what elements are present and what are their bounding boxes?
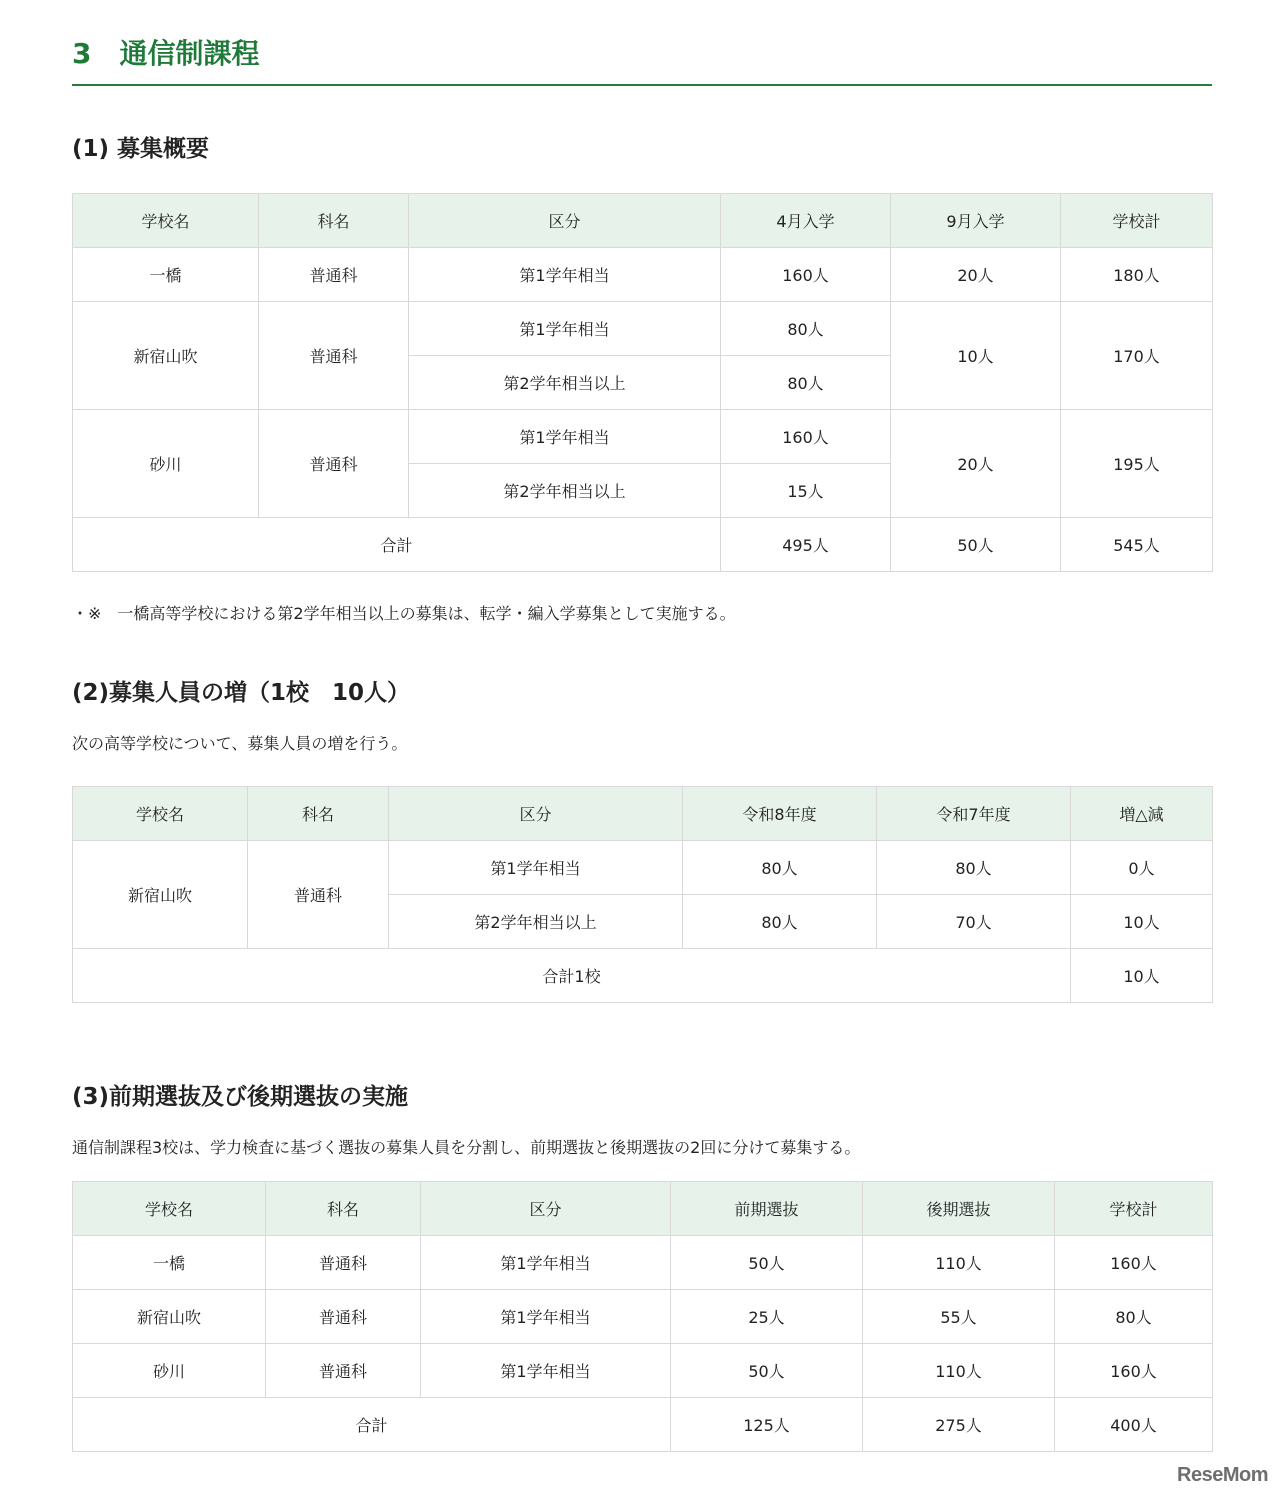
header-division: 区分 xyxy=(409,194,721,248)
cell-division: 第1学年相当 xyxy=(421,1236,671,1290)
cell-september: 10人 xyxy=(891,302,1061,410)
section-title: 3 通信制課程 xyxy=(72,33,1212,86)
cell-late: 55人 xyxy=(863,1290,1055,1344)
cell-r8: 80人 xyxy=(683,895,877,949)
cell-division: 第1学年相当 xyxy=(409,302,721,356)
cell-dept: 普通科 xyxy=(259,248,409,302)
cell-division: 第1学年相当 xyxy=(389,841,683,895)
cell-total: 170人 xyxy=(1061,302,1213,410)
header-school: 学校名 xyxy=(73,194,259,248)
section-2-intro: 次の高等学校について、募集人員の増を行う。 xyxy=(72,734,408,753)
table-row xyxy=(73,302,1213,356)
table-header-row xyxy=(73,1182,1213,1236)
cell-dept: 普通科 xyxy=(259,410,409,518)
header-late: 後期選抜 xyxy=(863,1182,1055,1236)
cell-september: 20人 xyxy=(891,248,1061,302)
header-april: 4月入学 xyxy=(721,194,891,248)
cell-diff: 0人 xyxy=(1071,841,1213,895)
cell-september: 20人 xyxy=(891,410,1061,518)
header-division: 区分 xyxy=(421,1182,671,1236)
cell-total: 195人 xyxy=(1061,410,1213,518)
cell-dept: 普通科 xyxy=(266,1236,421,1290)
cell-school: 砂川 xyxy=(73,410,259,518)
increase-table xyxy=(72,786,1213,1003)
header-dept: 科名 xyxy=(259,194,409,248)
cell-sum-diff: 10人 xyxy=(1071,949,1213,1003)
cell-early: 25人 xyxy=(671,1290,863,1344)
table-row xyxy=(73,410,1213,464)
cell-division: 第1学年相当 xyxy=(409,248,721,302)
resemom-watermark-logo: ReseMom xyxy=(1177,1464,1268,1486)
table-sum-row xyxy=(73,1398,1213,1452)
cell-total: 80人 xyxy=(1055,1290,1213,1344)
cell-school: 新宿山吹 xyxy=(73,1290,266,1344)
cell-sum-total: 400人 xyxy=(1055,1398,1213,1452)
cell-sum-late: 275人 xyxy=(863,1398,1055,1452)
cell-division: 第2学年相当以上 xyxy=(409,356,721,410)
cell-division: 第1学年相当 xyxy=(421,1344,671,1398)
cell-total: 160人 xyxy=(1055,1236,1213,1290)
cell-sum-early: 125人 xyxy=(671,1398,863,1452)
cell-early: 50人 xyxy=(671,1236,863,1290)
cell-r7: 80人 xyxy=(877,841,1071,895)
cell-april: 80人 xyxy=(721,356,891,410)
cell-school: 新宿山吹 xyxy=(73,841,248,949)
table-header-row xyxy=(73,787,1213,841)
cell-early: 50人 xyxy=(671,1344,863,1398)
section-3-heading: (3)前期選抜及び後期選抜の実施 xyxy=(72,1084,409,1110)
selection-table xyxy=(72,1181,1213,1452)
header-r8: 令和8年度 xyxy=(683,787,877,841)
cell-sum-label: 合計 xyxy=(73,518,721,572)
header-school: 学校名 xyxy=(73,1182,266,1236)
recruitment-overview-table xyxy=(72,193,1213,572)
table-header-row xyxy=(73,194,1213,248)
cell-division: 第1学年相当 xyxy=(409,410,721,464)
cell-school: 一橋 xyxy=(73,1236,266,1290)
cell-sum-label: 合計1校 xyxy=(73,949,1071,1003)
section-2-heading: (2)募集人員の増（1校 10人） xyxy=(72,680,411,706)
table-row xyxy=(73,1290,1213,1344)
cell-division: 第2学年相当以上 xyxy=(409,464,721,518)
header-total: 学校計 xyxy=(1055,1182,1213,1236)
cell-april: 15人 xyxy=(721,464,891,518)
cell-total: 180人 xyxy=(1061,248,1213,302)
header-r7: 令和7年度 xyxy=(877,787,1071,841)
header-diff: 増△減 xyxy=(1071,787,1213,841)
header-september: 9月入学 xyxy=(891,194,1061,248)
table-row xyxy=(73,1344,1213,1398)
header-dept: 科名 xyxy=(248,787,389,841)
cell-r7: 70人 xyxy=(877,895,1071,949)
cell-april: 160人 xyxy=(721,248,891,302)
cell-late: 110人 xyxy=(863,1236,1055,1290)
cell-dept: 普通科 xyxy=(266,1344,421,1398)
section-1-heading: (1) 募集概要 xyxy=(72,136,210,162)
section-3-intro: 通信制課程3校は、学力検査に基づく選抜の募集人員を分割し、前期選抜と後期選抜の2回に分けて募集する。 xyxy=(72,1138,861,1157)
cell-sum-april: 495人 xyxy=(721,518,891,572)
section-1-note: ・※ 一橋高等学校における第2学年相当以上の募集は、転学・編入学募集として実施する。 xyxy=(72,604,736,623)
cell-school: 新宿山吹 xyxy=(73,302,259,410)
cell-division: 第2学年相当以上 xyxy=(389,895,683,949)
cell-total: 160人 xyxy=(1055,1344,1213,1398)
cell-school: 一橋 xyxy=(73,248,259,302)
header-total: 学校計 xyxy=(1061,194,1213,248)
cell-division: 第1学年相当 xyxy=(421,1290,671,1344)
cell-sum-label: 合計 xyxy=(73,1398,671,1452)
cell-sum-total: 545人 xyxy=(1061,518,1213,572)
cell-april: 160人 xyxy=(721,410,891,464)
table-row xyxy=(73,1236,1213,1290)
cell-school: 砂川 xyxy=(73,1344,266,1398)
cell-dept: 普通科 xyxy=(266,1290,421,1344)
cell-dept: 普通科 xyxy=(259,302,409,410)
header-school: 学校名 xyxy=(73,787,248,841)
table-row xyxy=(73,841,1213,895)
cell-diff: 10人 xyxy=(1071,895,1213,949)
table-sum-row xyxy=(73,949,1213,1003)
header-dept: 科名 xyxy=(266,1182,421,1236)
header-division: 区分 xyxy=(389,787,683,841)
cell-sum-september: 50人 xyxy=(891,518,1061,572)
cell-dept: 普通科 xyxy=(248,841,389,949)
table-row xyxy=(73,248,1213,302)
header-early: 前期選抜 xyxy=(671,1182,863,1236)
cell-r8: 80人 xyxy=(683,841,877,895)
cell-april: 80人 xyxy=(721,302,891,356)
cell-late: 110人 xyxy=(863,1344,1055,1398)
table-sum-row xyxy=(73,518,1213,572)
